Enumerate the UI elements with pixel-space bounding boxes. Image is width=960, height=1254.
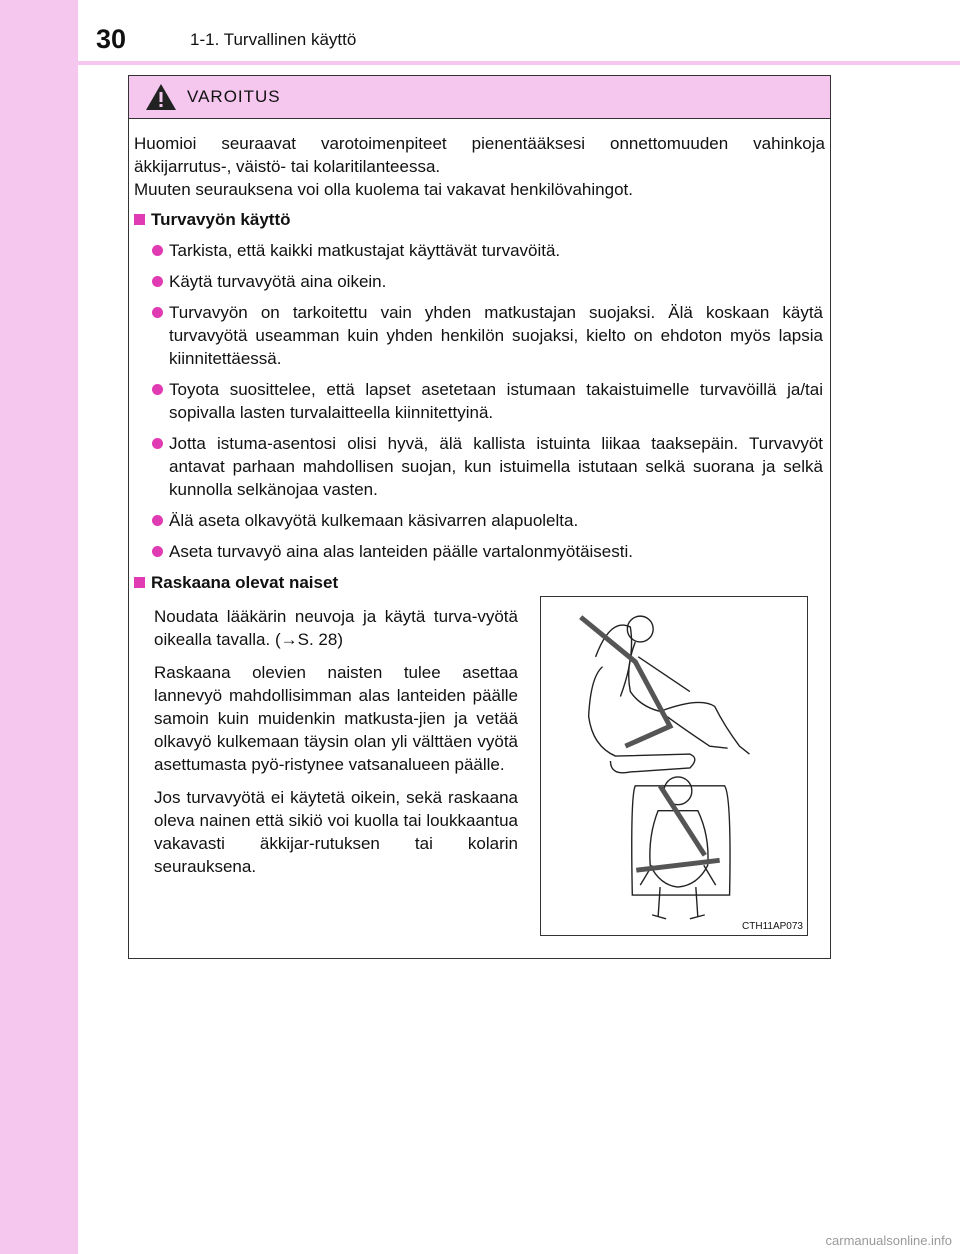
list-item: Tarkista, että kaikki matkustajat käyttävät turvavöitä. [134, 239, 825, 262]
round-bullet-icon [152, 245, 163, 256]
warning-triangle-icon [144, 82, 178, 112]
page-sidebar-band [0, 0, 78, 1254]
warning-box [128, 75, 831, 959]
round-bullet-icon [152, 276, 163, 287]
list-item: Aseta turvavyö aina alas lanteiden päälle vartalonmyötäisesti. [134, 540, 825, 563]
list-item: Toyota suosittelee, että lapset asetetaan istumaan takaistuimelle turvavöillä ja/tai sopivalla lasten turvalaitteella kiinnitettyinä. [134, 378, 825, 424]
paragraph: Raskaana olevien naisten tulee asettaa lannevyö mahdollisimman alas lanteiden päälle samoin kuin muidenkin matkusta-jien ja vetää olkavyö kulkemaan täysin olan yli välttäen vyötä asettumasta pyö-ristynee vatsanalueen päälle. [154, 663, 518, 774]
pregnant-seatbelt-illustration [540, 596, 808, 936]
illustration-graphic [541, 597, 807, 935]
round-bullet-icon [152, 438, 163, 449]
intro-text: Huomioi seuraavat varotoimenpiteet pienentääksesi onnettomuuden vahinkoja äkkijarrutus-, väistö- tai kolaritilanteessa. Muuten seurauksena voi olla kuolema tai vakavat henkilövahingot. [134, 134, 825, 199]
section-title: 1-1. Turvallinen käyttö [190, 30, 357, 49]
round-bullet-icon [152, 307, 163, 318]
warning-header [129, 76, 830, 119]
header-rule [78, 61, 960, 65]
section-heading-seatbelt-use: Turvavyön käyttö [134, 208, 825, 231]
list-item: Käytä turvavyötä aina oikein. [134, 270, 825, 293]
square-bullet-icon [134, 214, 145, 225]
round-bullet-icon [152, 546, 163, 557]
list-item: Jotta istuma-asentosi olisi hyvä, älä kallista istuinta liikaa taaksepäin. Turvavyöt antavat parhaan mahdollisen suojan, kun istuimella istutaan selkä suorana ja selkä kunnolla selkänojaa vasten. [134, 432, 825, 501]
list-item: Älä aseta olkavyötä kulkemaan käsivarren alapuolelta. [134, 509, 825, 532]
square-bullet-icon [134, 577, 145, 588]
round-bullet-icon [152, 515, 163, 526]
paragraph: Jos turvavyötä ei käytetä oikein, sekä raskaana oleva nainen että sikiö voi kuolla tai loukkaantua vakavasti äkkijar-rutuksen tai kolarin seurauksena. [154, 788, 518, 876]
footer-watermark: carmanualsonline.info [825, 1233, 952, 1248]
round-bullet-icon [152, 384, 163, 395]
warning-label: VAROITUS [187, 87, 281, 106]
paragraph: Noudata lääkärin neuvoja ja käytä turva-vyötä oikealla tavalla. (→S. 28) [154, 607, 518, 649]
pregnancy-text [154, 602, 518, 888]
page-number: 30 [96, 24, 127, 54]
section-heading-pregnant-women: Raskaana olevat naiset [134, 571, 825, 594]
list-item: Turvavyön on tarkoitettu vain yhden matkustajan suojaksi. Älä koskaan käytä turvavyötä useamman kuin yhden henkilön suojaksi, kielto on ehdoton myös lapsia kiinnitettäessä. [134, 301, 825, 370]
figure-code: CTH11AP073 [742, 921, 803, 932]
